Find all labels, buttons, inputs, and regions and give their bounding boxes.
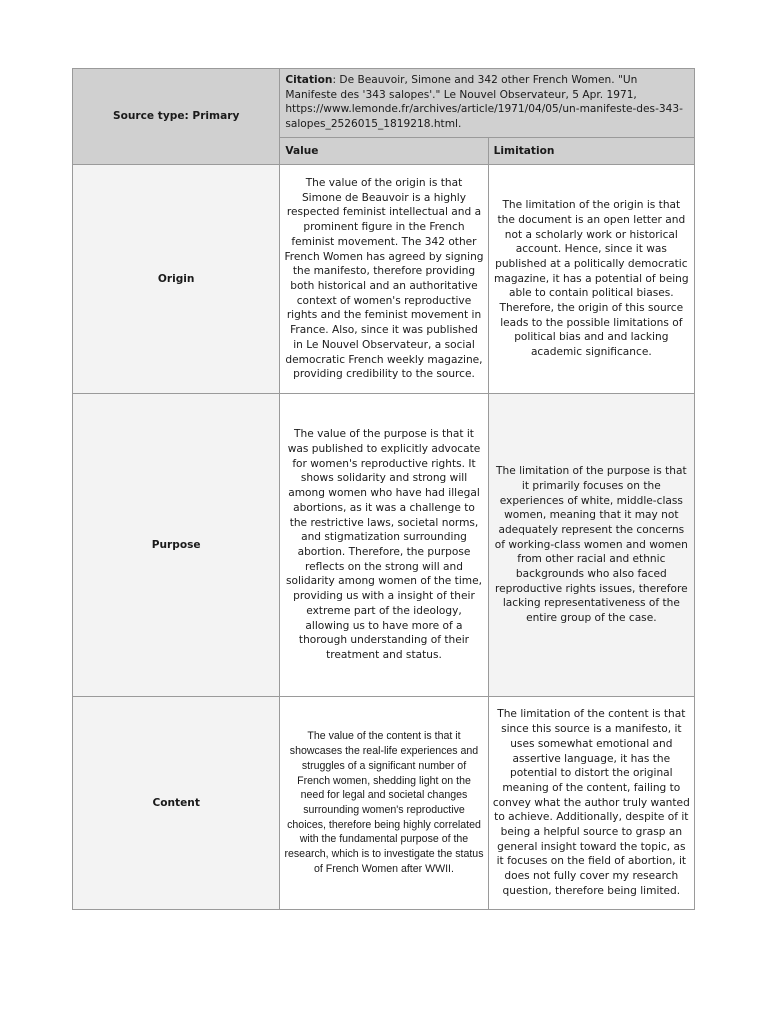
limitation-column-header: Limitation [488,138,694,165]
opvl-table [72,68,695,910]
citation-row [73,69,695,138]
source-type-label: Source type: Primary [112,110,240,123]
origin-limitation-cell: The limitation of the origin is that the document is an open letter and not a scholarly work or historical account. Hence, since it was published at a politically democratic magazine, it has a potential of being able to contain political biases. Therefore, the origin of this source leads to the possible limitations of political bias and and lacking academic significance. [488,165,694,394]
content-label: Content [73,697,280,910]
value-column-header: Value [280,138,488,165]
origin-label: Origin [73,165,280,394]
purpose-limitation-cell: The limitation of the purpose is that it primarily focuses on the experiences of white, middle-class women, meaning that it may not adequately represent the concerns of working-class women and women from other racial and ethnic backgrounds who also faced reproductive rights issues, therefore lacking representativeness of the entire group of the case. [488,394,694,697]
purpose-row [73,394,695,697]
content-limitation-cell: The limitation of the content is that since this source is a manifesto, it uses somewhat emotional and assertive language, it has the potential to distort the original meaning of the content, failing to convey what the author truly wanted to achieve. Additionally, despite of it being a helpful source to grasp an general insight toward the topic, as it focuses on the field of abortion, it does not fully cover my research question, therefore being limited. [488,697,694,910]
citation-text: : De Beauvoir, Simone and 342 other French Women. "Un Manifeste des '343 salopes'." Le Nouvel Observateur, 5 Apr. 1971, https://www.lemonde.fr/archives/article/1971/04/05/un-manifeste-des-343-salopes_2526015_1819218.html. [285,74,683,131]
origin-row [73,165,695,394]
citation-label: Citation [285,74,333,86]
purpose-value-cell: The value of the purpose is that it was published to explicitly advocate for women's reproductive rights. It shows solidarity and strong will among women who have had illegal abortions, as it was a challenge to the restrictive laws, societal norms, and stigmatization surrounding abortion. Therefore, the purpose reflects on the strong will and solidarity among women of the time, providing us with a insight of their extreme part of the ideology, allowing us to have more of a thorough understanding of their treatment and status. [280,394,488,697]
content-value-cell: The value of the content is that it showcases the real-life experiences and struggles of a significant number of French women, shedding light on the need for legal and societal changes surrounding women's reproductive choices, therefore being highly correlated with the fundamental purpose of the research, which is to investigate the status of French Women after WWII. [280,697,488,910]
content-row [73,697,695,910]
origin-value-cell: The value of the origin is that Simone de Beauvoir is a highly respected feminist intellectual and a prominent figure in the French feminist movement. The 342 other French Women has agreed by signing the manifesto, therefore providing both historical and an authoritative context of women's reproductive rights and the feminist movement in France. Also, since it was published in Le Nouvel Observateur, a social democratic French weekly magazine, providing credibility to the source. [280,165,488,394]
purpose-label: Purpose [73,394,280,697]
citation-cell [280,69,695,138]
source-type-cell [73,69,280,165]
